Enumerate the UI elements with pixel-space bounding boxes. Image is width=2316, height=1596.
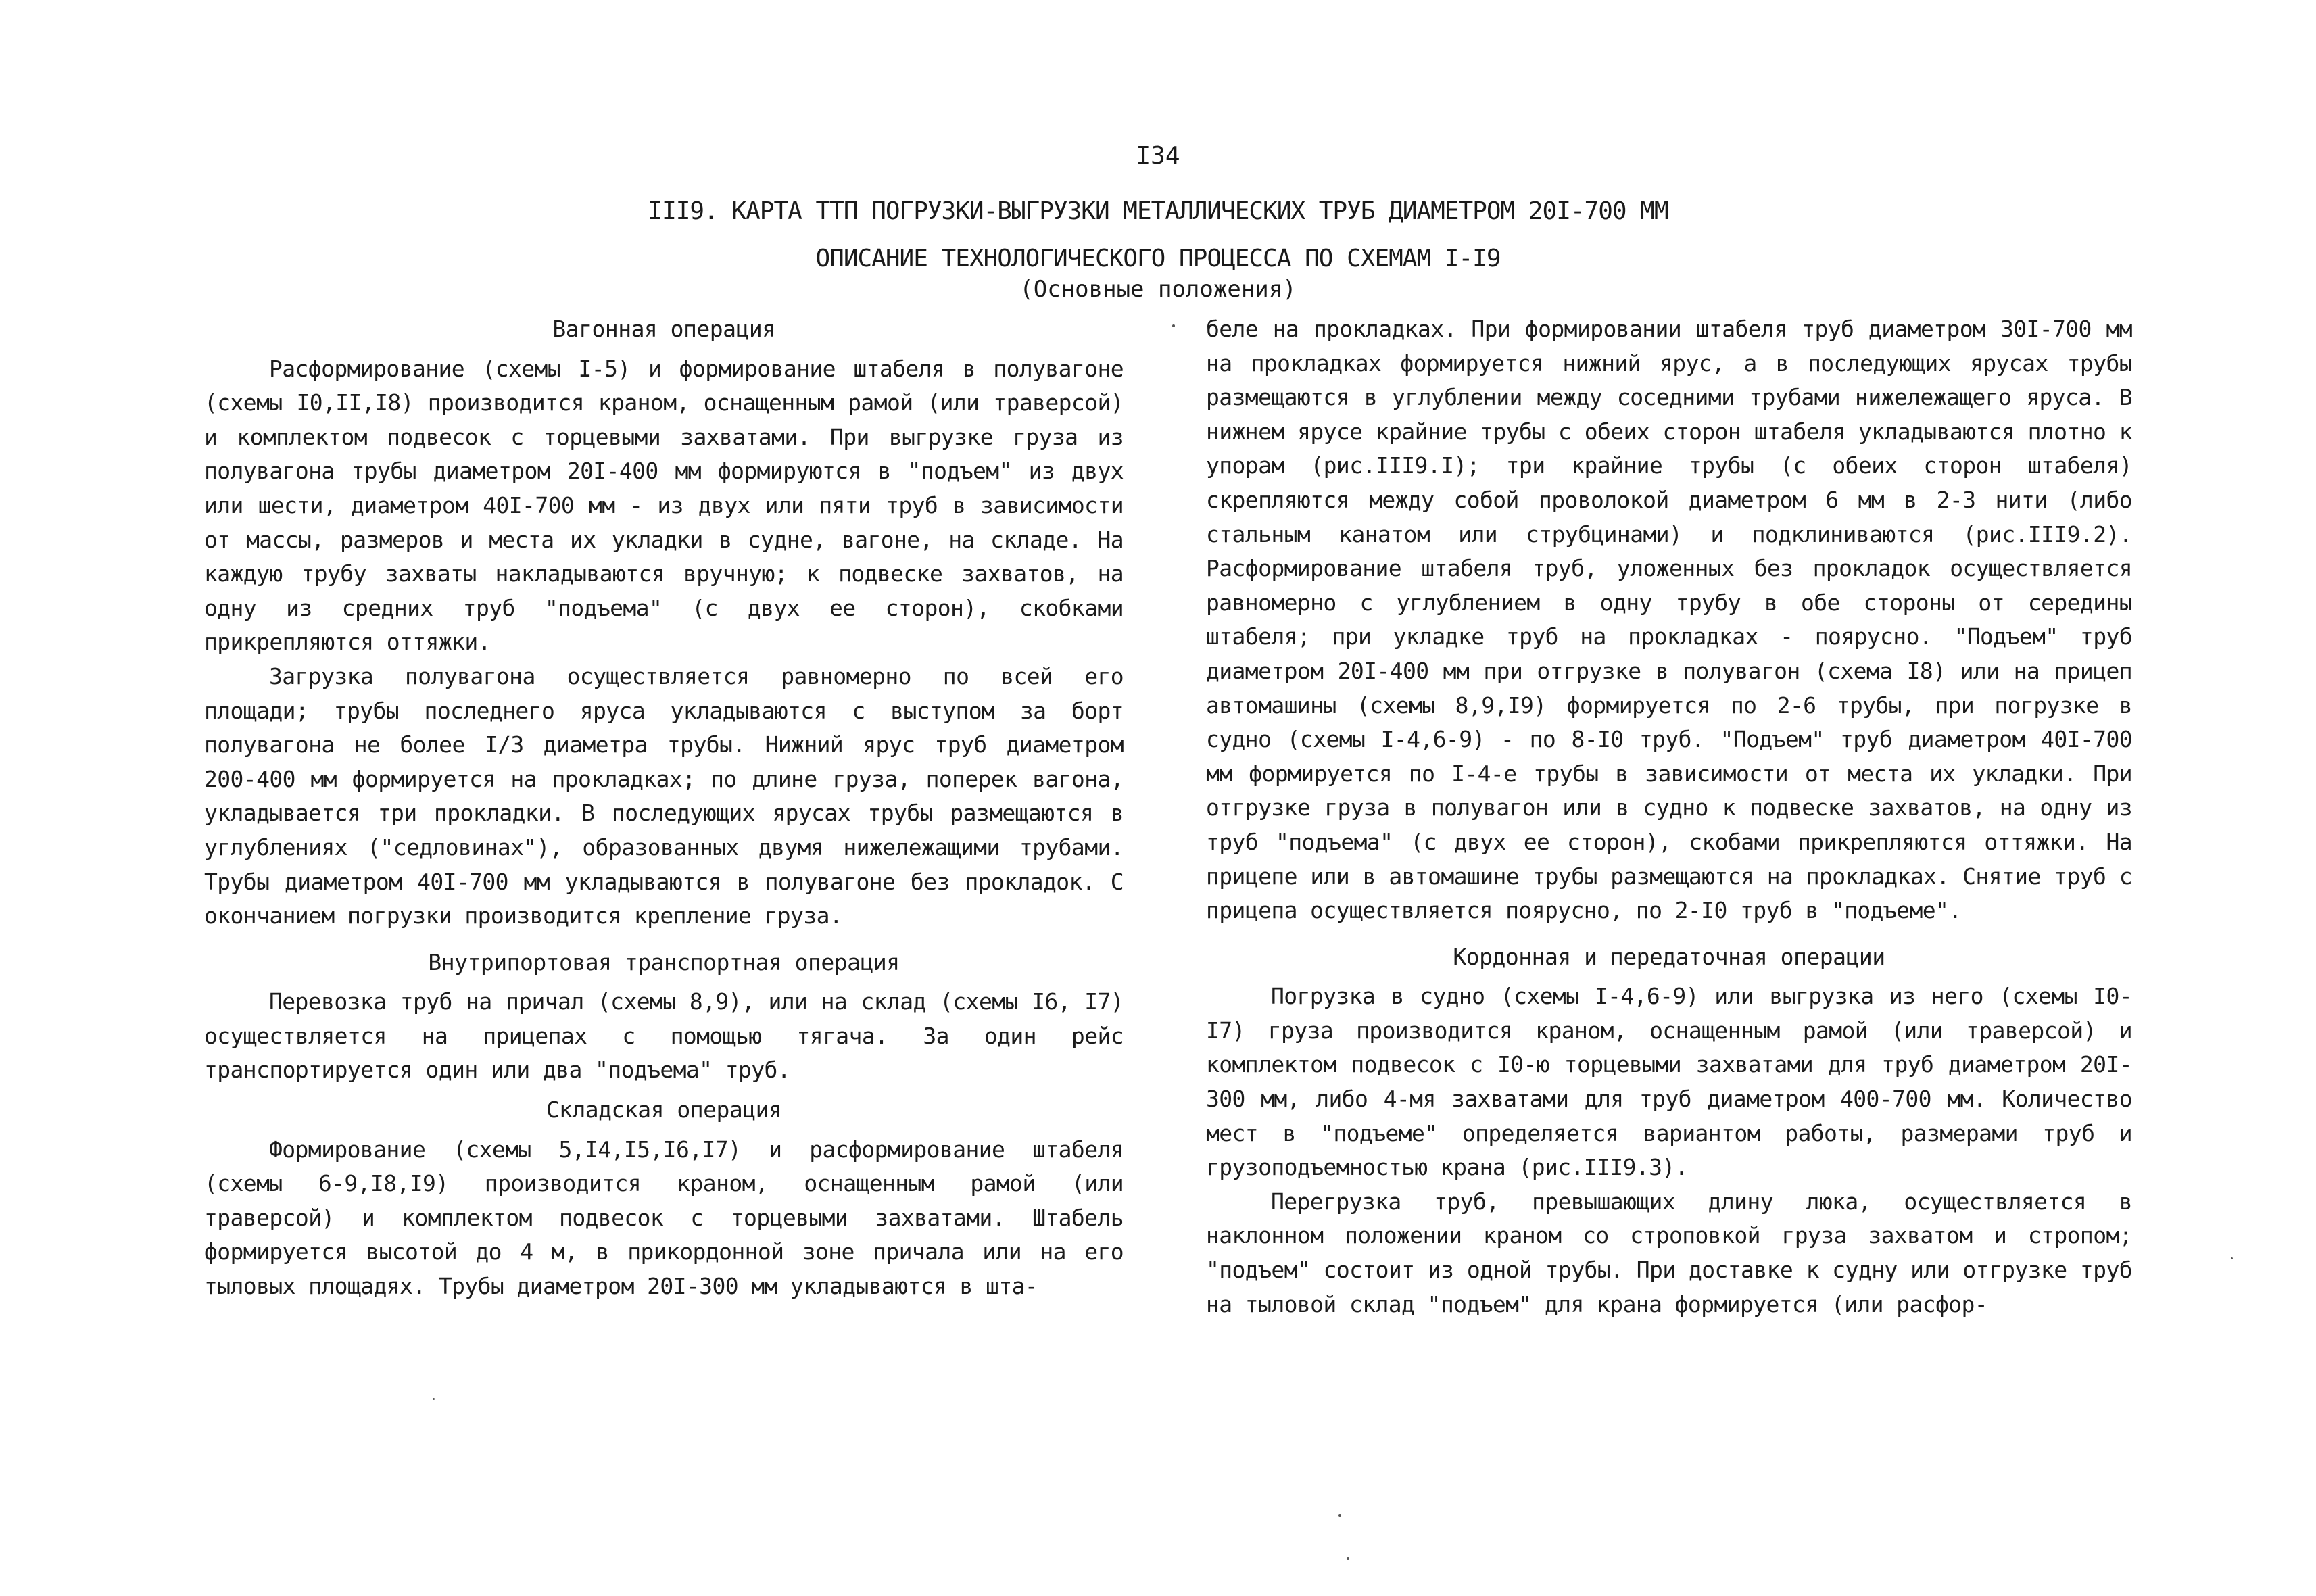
document-subtitle-note: (Основные положения): [1019, 276, 1297, 303]
scan-speck: [1347, 1557, 1349, 1560]
paragraph-port-transport: Перевозка труб на причал (схемы 8,9), или на склад (схемы I6, I7) осуществляется на прицепах с помощью тягача. За один рейс транспортируется один или два "подъема" труб.: [204, 988, 1124, 1084]
scan-speck: [1338, 1514, 1341, 1517]
paragraph-wagon-2: Загрузка полувагона осуществляется равномерно по всей его площади; трубы последнего яруса укладываются с выступом за борт полувагона не более I/3 диаметра трубы. Нижний ярус труб диаметром 200-400 мм формируется на прокладках; по длине груза, поперек вагона, укладывается три прокладки. В последующих ярусах трубы размещаются в углублениях ("седловинах"), образованных двумя нижележащими трубами. Трубы диаметром 40I-700 мм укладываются в полувагоне без прокладок. С окончанием погрузки производится крепление груза.: [204, 662, 1124, 929]
scan-speck: [2231, 1257, 2233, 1259]
section-heading-port-transport: Внутрипортовая транспортная операция: [428, 948, 900, 975]
document-title: III9. КАРТА ТТП ПОГРУЗКИ-ВЫГРУЗКИ МЕТАЛЛИЧЕСКИХ ТРУБ ДИАМЕТРОМ 20I-700 ММ: [648, 197, 1668, 225]
paragraph-warehouse-continued: беле на прокладках. При формировании штабеля труб диаметром 30I-700 мм на прокладках формируется нижний ярус, а в последующих ярусах трубы размещаются в углублении между соседними трубами нижележащего яруса. В нижнем ярусе крайние трубы с обеих сторон штабеля укладываются плотно к упорам (рис.III9.I); три крайние трубы (с обеих сторон штабеля) скрепляются между собой проволокой диаметром 6 мм в 2-3 нити (либо стальным канатом или струбцинами) и подклиниваются (рис.III9.2). Расформирование штабеля труб, уложенных без прокладок осуществляется равномерно с углублением в одну трубу в обе стороны от середины штабеля; при укладке труб на прокладках - поярусно. "Подъем" труб диаметром 20I-400 мм при отгрузке в полувагон (схема I8) или на прицеп автомашины (схемы 8,9,I9) формируется по 2-6 трубы, при погрузке в судно (схемы I-4,6-9) - по 8-I0 труб. "Подъем" труб диаметром 40I-700 мм формируется по I-4-е трубы в зависимости от места их укладки. При отгрузке груза в полувагон или в судно к подвеске захватов, на одну из труб "подъема" (с двух ее сторон), скобами прикрепляются оттяжки. На прицепе или в автомашине трубы размещаются на прокладках. Снятие труб с прицепа осуществляется поярусно, по 2-I0 труб в "подъеме".: [1206, 316, 2132, 924]
paragraph-cordon-2: Перегрузка труб, превышающих длину люка, осуществляется в наклонном положении краном со строповкой груза захватом и стропом; "подъем" состоит из одной трубы. При доставке к судну или отгрузке труб на тыловой склад "подъем" для крана формируется (или расфор-: [1206, 1188, 2132, 1317]
section-heading-wagon: Вагонная операция: [552, 316, 775, 342]
document-subtitle: ОПИСАНИЕ ТЕХНОЛОГИЧЕСКОГО ПРОЦЕССА ПО СХЕМАМ I-I9: [815, 245, 1501, 272]
scan-speck: [433, 1398, 435, 1400]
section-heading-cordon: Кордонная и передаточная операции: [1453, 943, 1885, 970]
right-column: [1206, 312, 2132, 1322]
section-heading-warehouse: Складская операция: [546, 1096, 782, 1123]
left-column: [204, 312, 1124, 1304]
page-number: I34: [1136, 142, 1180, 170]
scan-speck: [1172, 324, 1175, 327]
paragraph-warehouse: Формирование (схемы 5,I4,I5,I6,I7) и расформирование штабеля (схемы 6-9,I8,I9) производится краном, оснащенным рамой (или траверсой) и комплектом подвесок с торцевыми захватами. Штабель формируется высотой до 4 м, в прикордонной зоне причала или на его тыловых площадях. Трубы диаметром 20I-300 мм укладываются в шта-: [204, 1136, 1124, 1300]
paragraph-cordon-1: Погрузка в судно (схемы I-4,6-9) или выгрузка из него (схемы I0-I7) груза производится краном, оснащенным рамой (или траверсой) и комплектом подвесок с I0-ю торцевыми захватами для труб диаметром 20I-300 мм, либо 4-мя захватами для труб диаметром 400-700 мм. Количество мест в "подъеме" определяется вариантом работы, размерами труб и грузоподъемностью крана (рис.III9.3).: [1206, 983, 2132, 1181]
paragraph-wagon-1: Расформирование (схемы I-5) и формирование штабеля в полувагоне (схемы I0,II,I8) производится краном, оснащенным рамой (или траверсой) и комплектом подвесок с торцевыми захватами. При выгрузке груза из полувагона трубы диаметром 20I-400 мм формируются в "подъем" из двух или шести, диаметром 40I-700 мм - из двух или пяти труб в зависимости от массы, размеров и места их укладки в судне, вагоне, на складе. На каждую трубу захваты накладываются вручную; к подвеске захватов, на одну из средних труб "подъема" (с двух ее сторон), скобками прикрепляются оттяжки.: [204, 355, 1124, 656]
